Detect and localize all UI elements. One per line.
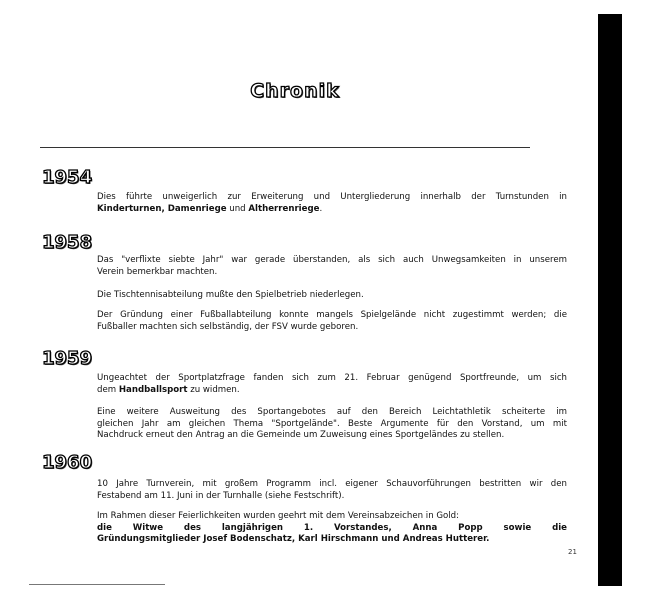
paragraph-line bbox=[97, 204, 567, 216]
paragraph-1960-2 bbox=[97, 511, 567, 546]
year-heading-1960: 1960 bbox=[42, 452, 93, 473]
paragraph-1959-1 bbox=[97, 373, 567, 396]
bold-text: Altherrenriege bbox=[248, 203, 320, 214]
paragraph-line: Die Tischtennisabteilung mußte den Spielbetrieb niederlegen. bbox=[97, 290, 364, 300]
year-heading-1958: 1958 bbox=[42, 232, 93, 253]
paragraph-line: Verein bemerkbar machten. bbox=[97, 266, 218, 277]
paragraph-line: Das "verflixte siebte Jahr" war gerade überstanden, als sich auch Unwegsamkeiten in unserem bbox=[97, 255, 567, 265]
paragraph-1958-3 bbox=[97, 310, 567, 333]
paragraph-line: Im Rahmen dieser Feierlichkeiten wurden geehrt mit dem Vereinsabzeichen in Gold: bbox=[97, 511, 460, 521]
paragraph-line: Nachdruck erneut den Antrag an die Gemeinde um Zuweisung eines Sportgeländes zu stellen. bbox=[97, 430, 505, 440]
text: dem bbox=[97, 384, 119, 395]
paragraph-line-bold: Gründungsmitglieder Josef Bodenschatz, Karl Hirschmann und Andreas Hutterer. bbox=[97, 534, 490, 544]
paragraph-line: Dies führte unweigerlich zur Erweiterung und Untergliederung innerhalb der Turnstunden in bbox=[97, 192, 567, 202]
bold-text: Kinderturnen, Damenriege bbox=[97, 203, 227, 214]
paragraph-line: Ungeachtet der Sportplatzfrage fanden sich zum 21. Februar genügend Sportfreunde, um sich bbox=[97, 373, 567, 383]
paragraph-1958-2 bbox=[97, 290, 567, 302]
paragraph-1954-1 bbox=[97, 192, 567, 215]
page-title: Chronik bbox=[250, 80, 340, 102]
paragraph-line: 10 Jahre Turnverein, mit großem Programm incl. eigener Schauvorführungen bestritten wir den bbox=[97, 479, 567, 489]
text: . bbox=[319, 203, 323, 214]
paragraph-1958-1 bbox=[97, 255, 567, 278]
paragraph-line: Festabend am 11. Juni in der Turnhalle (siehe Festschrift). bbox=[97, 490, 345, 501]
horizontal-rule bbox=[40, 147, 530, 148]
paragraph-line bbox=[97, 385, 567, 397]
page-number: 21 bbox=[568, 548, 577, 556]
text: zu widmen. bbox=[187, 384, 240, 395]
paragraph-line-bold: die Witwe des langjährigen 1. Vorstandes, Anna Popp sowie die bbox=[97, 522, 567, 533]
paragraph-line: Eine weitere Ausweitung des Sportangebotes auf den Bereich Leichtathletik scheiterte im bbox=[97, 407, 567, 417]
paragraph-line: gleichen Jahr am gleichen Thema "Sportgelände". Beste Argumente für den Vorstand, um mit bbox=[97, 418, 567, 429]
bold-text: Handballsport bbox=[118, 384, 188, 395]
paragraph-line: Fußballer machten sich selbständig, der FSV wurde geboren. bbox=[97, 321, 359, 332]
paragraph-line: Der Gründung einer Fußballabteilung konnte mangels Spielgelände nicht zugestimmt werden; die bbox=[97, 310, 567, 320]
text: und bbox=[226, 203, 249, 214]
paragraph-1960-1 bbox=[97, 479, 567, 502]
paragraph-1959-2 bbox=[97, 407, 567, 442]
year-heading-1954: 1954 bbox=[42, 167, 93, 188]
side-black-bar bbox=[598, 14, 622, 586]
bottom-rule bbox=[29, 584, 165, 585]
year-heading-1959: 1959 bbox=[42, 348, 93, 369]
